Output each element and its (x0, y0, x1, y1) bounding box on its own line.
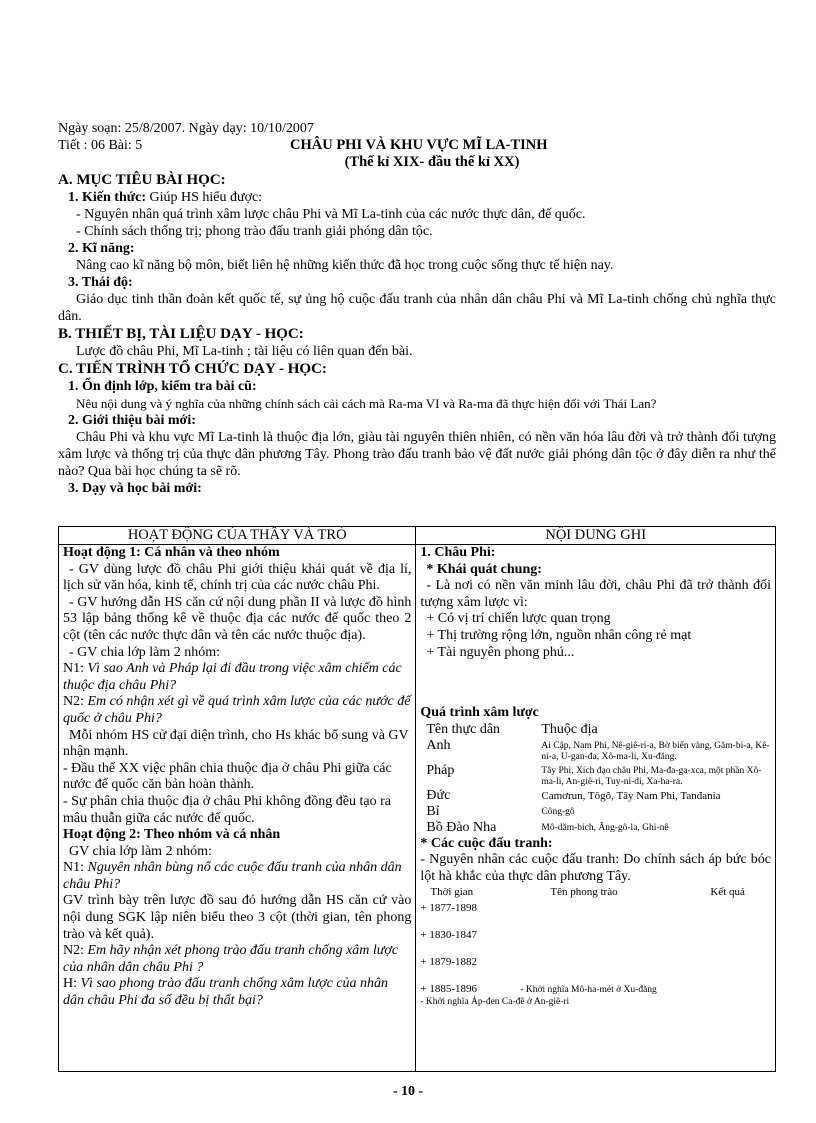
skills-text: Nâng cao kĩ năng bộ môn, biết liên hệ những kiến thức đã học trong cuộc sống thực tế hiện nay. (76, 258, 614, 273)
activity-text: GV trình bày trên lược đồ sau đó hướng dẫn HS căn cứ vào nội dung SGK lập niên biểu theo 3 cột (thời gian, tên phong trào và kết quả). (63, 893, 412, 942)
activity-text: - GV hướng dẫn HS căn cứ nội dung phần II và lược đồ hình 53 lập bảng thống kê về thuộc địa các nước đế quốc theo 2 cột (tên các nước thực dân và tên các nước thuộc địa). (63, 594, 412, 643)
timeline-row (420, 898, 771, 929)
timeline-row (420, 983, 771, 997)
overview-heading: * Khái quát chung: (426, 561, 542, 577)
reason-item: + Tài nguyên phong phú... (426, 644, 575, 660)
page-number: - 10 - (392, 1084, 424, 1099)
section-b-heading: B. THIẾT BỊ, TÀI LIỆU DẠY - HỌC: (58, 326, 304, 342)
timeline-header: Thời gian (430, 885, 474, 898)
teaching-label: 3. Dạy và học bài mới: (68, 481, 202, 496)
reason-item: + Thị trường rộng lớn, nguồn nhân công rẻ mạt (426, 627, 692, 643)
skills-label: 2. Kĩ năng: (68, 241, 135, 256)
colonizer-name: Pháp (426, 762, 455, 778)
question-text: Vì sao phong trào đấu tranh chống xâm lược của nhân dân châu Phi đa số đều bị thất bại? (63, 976, 389, 1009)
activity-text: Mỗi nhóm HS cử đại diện trình, cho Hs khác bổ sung và GV nhận mạnh. (63, 727, 409, 760)
knowledge-item: - Chính sách thống trị; phong trào đấu tranh giải phóng dân tộc. (76, 224, 433, 239)
section-a-heading: A. MỤC TIÊU BÀI HỌC: (58, 172, 226, 188)
page-title: CHÂU PHI VÀ KHU VỰC MĨ LA-TINH (290, 137, 548, 153)
activity-text: - Sự phân chia thuộc địa ở châu Phi không đồng đều tạo ra mâu thuẫn giữa các nước đế quốc. (63, 793, 391, 826)
lesson-line: Tiết : 06 Bài: 5 (58, 138, 143, 153)
colonizer-name: Đức (426, 787, 451, 803)
review-label: 1. Ổn định lớp, kiểm tra bài cũ: (68, 379, 257, 394)
colony-col-header: Thuộc địa (541, 721, 598, 737)
notes-cell (416, 545, 776, 1072)
group-question: Nguyên nhân bùng nổ các cuộc đấu tranh của nhân dân châu Phi? (63, 860, 402, 892)
activity-text: - GV dùng lược đồ châu Phi giới thiệu khái quát về địa lí, lịch sử văn hóa, kinh tế, chính trị của các nước châu Phi. (63, 561, 412, 594)
colony-list: Tây Phi, Xích đạo châu Phi, Ma-đa-ga-xca, một phần Xô-ma-li, An-giê-ri, Tuy-ni-di, Xa-ha-ra. (541, 765, 762, 787)
lesson-plan (58, 120, 776, 497)
colony-list: Mô-dăm-bích, Ăng-gô-la, Ghi-nê (541, 822, 669, 833)
timeline-name: - Khởi nghĩa Mô-ha-mét ở Xu-đăng (520, 984, 657, 995)
intro-text: Châu Phi và khu vực Mĩ La-tinh là thuộc địa lớn, giàu tài nguyên thiên nhiên, có nền văn hóa lâu đời và trở thành đối tượng xâm lược và thống trị của thực dân phương Tây. Phong trào đấu tranh bảo vệ đất nước giải phóng dân tộc ở đây diễn ra như thế nào? Qua bài học chúng ta sẽ rõ. (58, 430, 776, 479)
africa-heading: 1. Châu Phi: (420, 545, 496, 560)
overview-text: - Là nơi có nền văn minh lâu đời, châu Phi đã trở thành đối tượng xâm lược vì: (420, 578, 771, 610)
intro-label: 2. Giới thiệu bài mới: (68, 413, 196, 428)
group-label: N2: (63, 694, 84, 710)
timeline-date: + 1879-1882 (420, 955, 477, 968)
review-question: Nêu nội dung và ý nghĩa của những chính sách cải cách mà Ra-ma VI và Ra-ma đã thực hiện đối với Thái Lan? (76, 396, 657, 411)
colony-list: Công-gô (541, 806, 575, 817)
knowledge-text: Giúp HS hiểu được: (146, 190, 263, 205)
colony-col-header: Tên thực dân (426, 721, 501, 737)
knowledge-label: 1. Kiến thức: (68, 190, 147, 205)
colony-list: Ai Cập, Nam Phi, Nê-giê-ri-a, Bờ biển vàng, Găm-bi-a, Kê-ni-a, U-gan-đa, Xô-ma-li, Xu-đăng. (541, 740, 770, 762)
struggles-heading: * Các cuộc đấu tranh: (420, 835, 553, 851)
colony-row (420, 788, 771, 804)
group-question: Em có nhận xét gì về quá trình xâm lược của các nước đế quốc ở châu Phi? (63, 694, 411, 726)
group-question: Em hãy nhận xét phong trào đấu tranh chống xâm lược của nhân dân châu Phi ? (63, 943, 399, 975)
page-subtitle: (Thế kỉ XIX- đầu thế kỉ XX) (344, 154, 520, 170)
date-line: Ngày soạn: 25/8/2007. Ngày dạy: 10/10/2007 (58, 121, 314, 136)
equipment-text: Lược đồ châu Phi, Mĩ La-tinh ; tài liệu có liên quan đến bài. (76, 344, 413, 359)
group-label: N2: (63, 943, 84, 959)
activity-table (58, 526, 776, 1072)
colonizer-name: Bồ Đào Nha (426, 819, 497, 835)
timeline-date: + 1885-1896 (420, 982, 477, 995)
attitude-label: 3. Thái độ: (68, 275, 133, 290)
activity-text: GV chia lớp làm 2 nhóm: (69, 843, 212, 859)
reason-item: + Có vị trí chiến lược quan trọng (426, 611, 611, 627)
colony-row (420, 738, 771, 763)
group-label: N1: (63, 860, 84, 876)
colony-row (420, 804, 771, 820)
timeline-header: Kết quả (710, 885, 745, 898)
activity-2-heading: Hoạt động 2: Theo nhóm và cá nhân (63, 827, 281, 843)
question-label: H: (63, 976, 77, 992)
colonizer-name: Bỉ (426, 803, 440, 819)
colony-row (420, 820, 771, 836)
invasion-heading: Quá trình xâm lược (420, 705, 539, 721)
activity-1-heading: Hoạt động 1: Cá nhân và theo nhóm (63, 545, 280, 560)
timeline-row (420, 956, 771, 983)
struggles-text: - Nguyên nhân các cuộc đấu tranh: Do chính sách áp bức bóc lột hà khắc của thực dân phương Tây. (420, 852, 771, 884)
timeline-row (420, 929, 771, 956)
activity-text: - Đầu thế XX việc phân chia thuộc địa ở châu Phi giữa các nước đế quốc căn bản hoàn thành. (63, 760, 392, 793)
group-label: N1: (63, 661, 84, 677)
timeline-date: + 1830-1847 (420, 928, 477, 941)
colony-list: Camơrun, Tôgô, Tây Nam Phi, Tanđania (541, 789, 721, 802)
col-header-activities: HOẠT ĐỘNG CỦA THẦY VÀ TRÒ (59, 527, 416, 545)
timeline-extra: - Khởi nghĩa Áp-đen Ca-đê ở An-giê-ri (420, 996, 570, 1007)
colony-row (420, 763, 771, 788)
activities-cell (59, 545, 416, 1072)
activity-text: - GV chia lớp làm 2 nhóm: (69, 644, 221, 660)
group-question: Vì sao Anh và Pháp lại đi đầu trong việc xâm chiếm các thuộc địa châu Phi? (63, 661, 402, 693)
timeline-date: + 1877-1898 (420, 901, 477, 914)
section-c-heading: C. TIẾN TRÌNH TỔ CHỨC DẠY - HỌC: (58, 361, 327, 377)
timeline-header: Tên phong trào (550, 885, 618, 898)
knowledge-item: - Nguyên nhân quá trình xâm lược châu Phi và Mĩ La-tinh của các nước thực dân, đế quốc. (76, 207, 586, 222)
col-header-notes: NỘI DUNG GHI (416, 527, 776, 545)
attitude-text: Giáo dục tinh thần đoàn kết quốc tế, sự ủng hộ cuộc đấu tranh của nhân dân châu Phi và Mĩ La-tinh chống chủ nghĩa thực dân. (58, 292, 776, 324)
colonizer-name: Anh (426, 737, 451, 753)
